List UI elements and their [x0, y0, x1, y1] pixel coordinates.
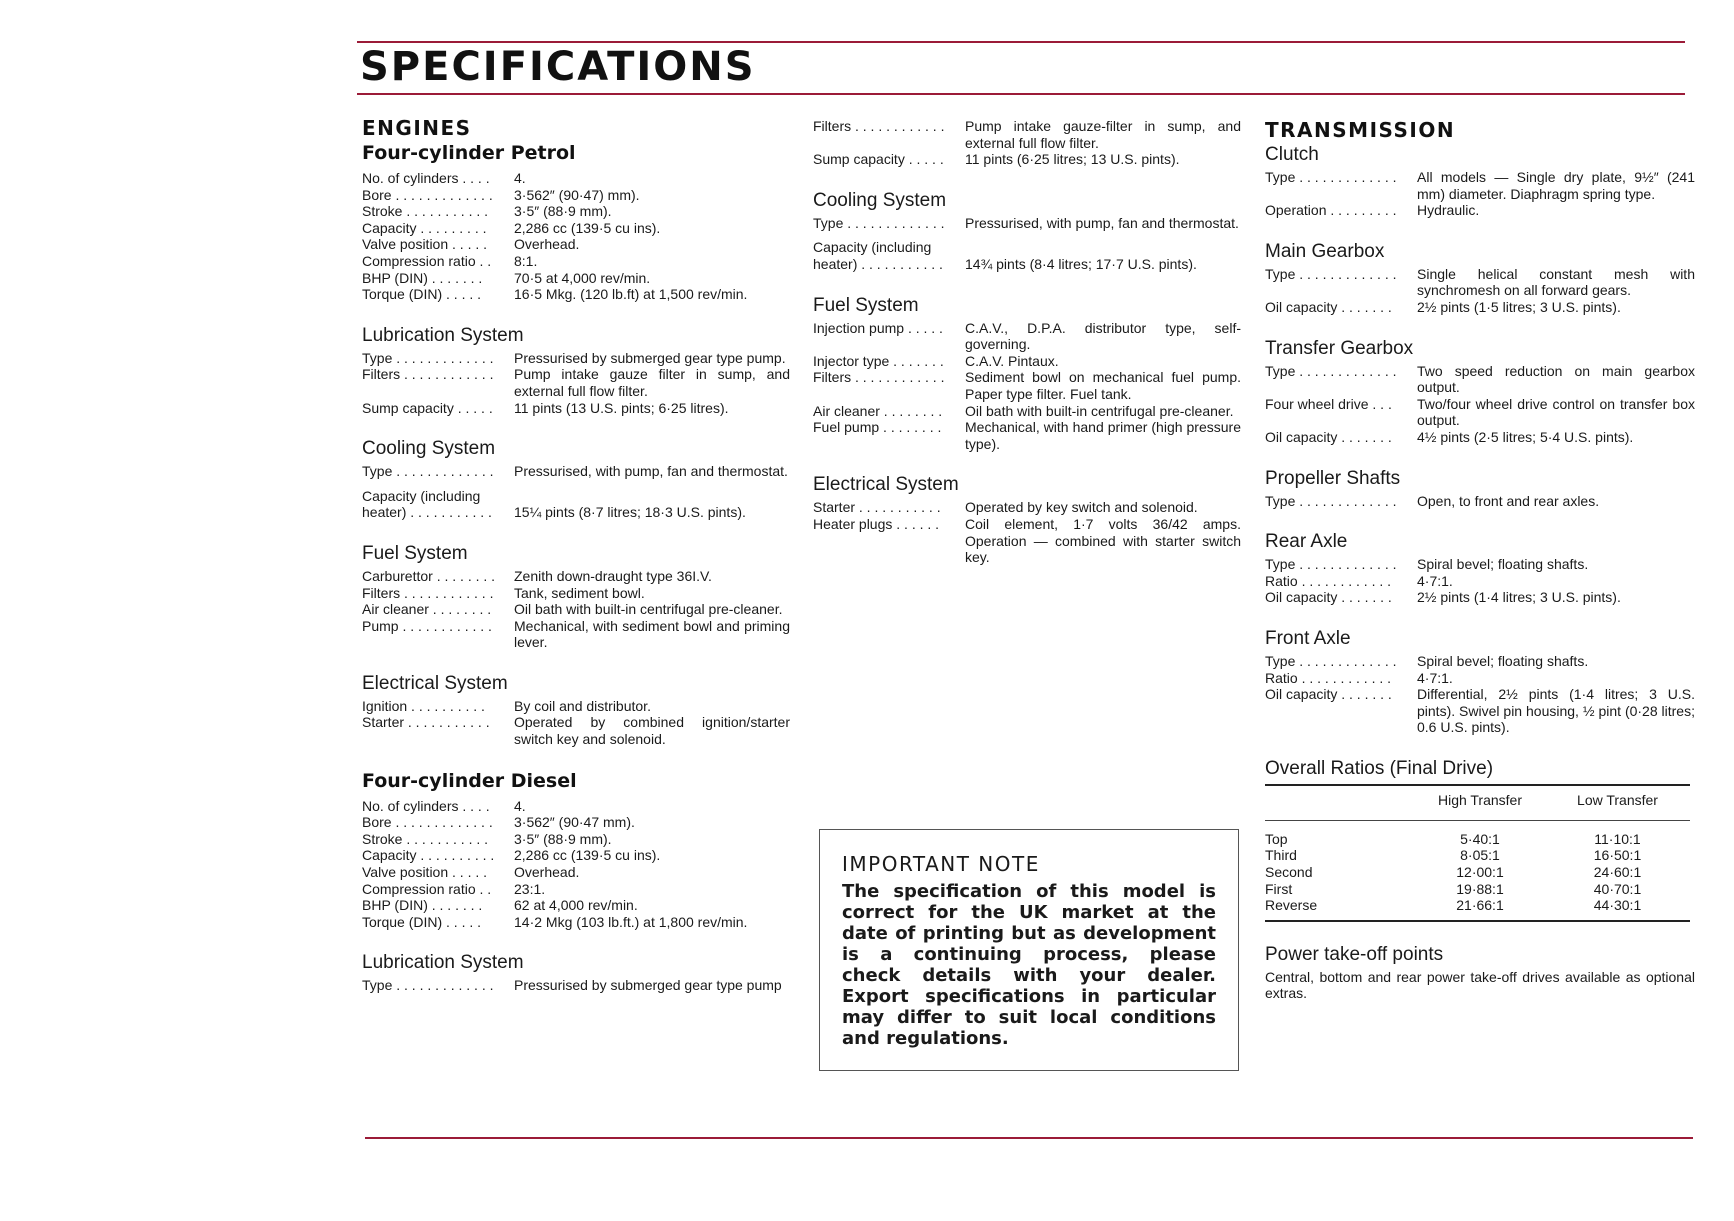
diesel-general-specs	[362, 798, 790, 931]
spec-row: Type . . . . . . . . . . . . . All models — Single dry plate, 9½″ (241 mm) diameter. Diaphragm spring type.	[1265, 169, 1695, 202]
spec-row: Type . . . . . . . . . . . . . Single helical constant mesh with synchromesh on all forward gears.	[1265, 265, 1695, 299]
section-title: Clutch	[1265, 144, 1319, 165]
diesel-lubrication-section	[362, 952, 790, 994]
gear-cell: Second	[1265, 864, 1313, 881]
spec-row: Oil capacity . . . . . . . 2½ pints (1·5 litres; 3 U.S. pints).	[1265, 298, 1621, 315]
high-transfer-cell: 8·05:1	[1460, 847, 1500, 864]
important-note-text: The specification of this model is correct for the UK market at the date of printing but as development is a continuing process, please check details with your dealer. Export specifications in particular may differ to suit local conditions and regulations.	[842, 881, 1216, 1049]
table-header-row	[1265, 785, 1690, 821]
column-header: High Transfer	[1415, 785, 1545, 821]
spec-row: Stroke . . . . . . . . . . . 3·5″ (88·9 mm).	[362, 203, 612, 220]
spec-row: Oil capacity . . . . . . . 2½ pints (1·4 litres; 3 U.S. pints).	[1265, 589, 1621, 606]
spec-row: Capacity (including	[362, 487, 481, 504]
top-rule	[357, 41, 1685, 43]
spec-row: Sump capacity . . . . . 11 pints (13 U.S. pints; 6·25 litres).	[362, 399, 729, 416]
spec-row: Oil capacity . . . . . . . 4½ pints (2·5 litres; 5·4 U.S. pints).	[1265, 428, 1634, 445]
spec-row: Operation . . . . . . . . . Hydraulic.	[1265, 202, 1480, 219]
column-header	[1265, 785, 1415, 821]
table-row	[1265, 881, 1690, 898]
high-transfer-cell: 12·00:1	[1456, 864, 1504, 881]
spec-row: Oil capacity . . . . . . . Differential, 2½ pints (1·4 litres; 3 U.S. pints). Swivel pin housing, ½ pint (0·28 litres; 0.6 U.S. pints).	[1265, 686, 1695, 736]
diesel-cooling-section	[813, 190, 1241, 273]
spec-row: Sump capacity . . . . . 11 pints (6·25 litres; 13 U.S. pints).	[813, 151, 1180, 168]
section-title: Propeller Shafts	[1265, 467, 1401, 489]
low-transfer-cell: 40·70:1	[1593, 880, 1642, 897]
low-transfer-cell: 11·10:1	[1594, 830, 1641, 847]
section-title: Electrical System	[813, 474, 959, 496]
spec-row: Type . . . . . . . . . . . . . Pressurised by submerged gear type pump	[362, 977, 782, 994]
power-take-off-text: Central, bottom and rear power take-off drives available as optional extras.	[1265, 968, 1695, 1002]
transfer-gearbox-section	[1265, 338, 1695, 446]
section-title: Cooling System	[362, 438, 496, 460]
spec-row: Stroke . . . . . . . . . . . 3·5″ (88·9 mm).	[362, 830, 612, 847]
section-title: Lubrication System	[362, 324, 524, 346]
column-header: Low Transfer	[1545, 785, 1690, 821]
spec-row: Type . . . . . . . . . . . . . Two speed reduction on main gearbox output.	[1265, 362, 1695, 396]
section-title: Power take-off points	[1265, 943, 1444, 965]
diesel-engine-title: Four-cylinder Diesel	[362, 769, 577, 792]
engines-heading: ENGINES	[362, 116, 472, 140]
spec-row: heater) . . . . . . . . . . . 15¼ pints (8·7 litres; 18·3 U.S. pints).	[362, 504, 746, 521]
section-title: Transfer Gearbox	[1265, 337, 1414, 359]
high-transfer-cell: 19·88:1	[1456, 880, 1504, 897]
spec-row: Filters . . . . . . . . . . . . Pump intake gauze filter in sump, and external full flow filter.	[362, 366, 790, 399]
spec-row: Heater plugs . . . . . . Coil element, 1·7 volts 36/42 amps. Operation — combined with starter switch key.	[813, 515, 1241, 566]
spec-row: Capacity (including	[813, 239, 932, 256]
power-take-off-section	[1265, 944, 1695, 1002]
low-transfer-cell: 44·30:1	[1545, 897, 1690, 921]
page-title: SPECIFICATIONS	[360, 44, 756, 90]
spec-row: Air cleaner . . . . . . . . Oil bath with built-in centrifugal pre-cleaner.	[362, 601, 783, 618]
gear-cell: Top	[1265, 830, 1288, 847]
section-title: Rear Axle	[1265, 531, 1348, 553]
spec-row: Carburettor . . . . . . . . Zenith down-draught type 36I.V.	[362, 567, 712, 584]
spec-row: BHP (DIN) . . . . . . . 62 at 4,000 rev/min.	[362, 897, 638, 914]
spec-row: BHP (DIN) . . . . . . . 70·5 at 4,000 rev/min.	[362, 269, 651, 286]
diesel-fuel-section	[813, 295, 1241, 453]
transmission-heading: TRANSMISSION	[1265, 118, 1456, 142]
ratios-table	[1265, 784, 1690, 922]
spec-row: Bore . . . . . . . . . . . . . 3·562″ (90·47) mm).	[362, 186, 640, 203]
section-title: Overall Ratios (Final Drive)	[1265, 757, 1494, 779]
spec-row: No. of cylinders . . . . 4.	[362, 797, 526, 814]
spec-row: Type . . . . . . . . . . . . . Spiral bevel; floating shafts.	[1265, 556, 1589, 573]
section-title: Fuel System	[813, 294, 919, 316]
front-axle-section	[1265, 628, 1695, 736]
high-transfer-cell: 21·66:1	[1415, 897, 1545, 921]
spec-row: Starter . . . . . . . . . . . Operated by combined ignition/starter switch key and solenoid.	[362, 714, 790, 748]
spec-row: Type . . . . . . . . . . . . . Pressurised, with pump, fan and thermostat.	[362, 463, 788, 480]
spec-row: Ratio . . . . . . . . . . . . 4·7:1.	[1265, 572, 1453, 589]
spec-row: Valve position . . . . . Overhead.	[362, 864, 580, 881]
low-transfer-cell: 16·50:1	[1593, 847, 1642, 864]
spec-row: Bore . . . . . . . . . . . . . 3·562″ (90·47 mm).	[362, 814, 635, 831]
spec-row: Starter . . . . . . . . . . . Operated by key switch and solenoid.	[813, 499, 1198, 516]
column-diesel-continued	[813, 118, 1241, 588]
spec-row: Filters . . . . . . . . . . . . Sediment bowl on mechanical fuel pump. Paper type filter. Fuel tank.	[813, 369, 1241, 402]
spec-row: Capacity . . . . . . . . . . 2,286 cc (139·5 cu ins).	[362, 847, 661, 864]
title-underline	[357, 93, 1685, 95]
gear-cell: Third	[1265, 847, 1297, 864]
section-title: Lubrication System	[362, 952, 524, 974]
section-title: Main Gearbox	[1265, 240, 1385, 262]
spec-row: Air cleaner . . . . . . . . Oil bath with built-in centrifugal pre-cleaner.	[813, 402, 1234, 419]
spec-row: Injection pump . . . . . C.A.V., D.P.A. distributor type, self-governing.	[813, 319, 1241, 353]
gear-cell: Reverse	[1265, 897, 1415, 921]
spec-row: Four wheel drive . . . Two/four wheel drive control on transfer box output.	[1265, 395, 1695, 429]
section-title: Cooling System	[813, 189, 947, 211]
spec-row: Ignition . . . . . . . . . . By coil and distributor.	[362, 697, 651, 714]
spec-row: Ratio . . . . . . . . . . . . 4·7:1.	[1265, 669, 1453, 686]
petrol-general-specs	[362, 170, 790, 303]
spec-row: Type . . . . . . . . . . . . . Spiral bevel; floating shafts.	[1265, 652, 1589, 669]
high-transfer-cell: 5·40:1	[1460, 830, 1500, 847]
spec-row: Type . . . . . . . . . . . . . Open, to front and rear axles.	[1265, 492, 1600, 509]
spec-row: Valve position . . . . . Overhead.	[362, 236, 580, 253]
overall-ratios-section	[1265, 758, 1695, 922]
petrol-electrical-section	[362, 673, 790, 748]
propeller-shafts-section	[1265, 468, 1695, 510]
clutch-section	[1265, 144, 1695, 219]
column-engines	[362, 114, 790, 1016]
petrol-cooling-section	[362, 438, 790, 521]
petrol-fuel-section	[362, 543, 790, 651]
important-note-box	[819, 829, 1239, 1071]
spec-row: Fuel pump . . . . . . . . Mechanical, with hand primer (high pressure type).	[813, 419, 1241, 452]
spec-row: Injector type . . . . . . . C.A.V. Pintaux.	[813, 352, 1059, 369]
spec-row: Pump . . . . . . . . . . . . Mechanical, with sediment bowl and priming lever.	[362, 617, 790, 651]
spec-row: heater) . . . . . . . . . . . 14¾ pints (8·4 litres; 17·7 U.S. pints).	[813, 255, 1197, 272]
table-row	[1265, 847, 1690, 864]
table-row	[1265, 864, 1690, 881]
column-transmission	[1265, 116, 1695, 1024]
spec-row: Capacity . . . . . . . . . 2,286 cc (139·5 cu ins).	[362, 219, 661, 236]
section-title: Fuel System	[362, 542, 468, 564]
rear-axle-section	[1265, 531, 1695, 606]
spec-row: Compression ratio . . 23:1.	[362, 880, 546, 897]
spec-row: No. of cylinders . . . . 4.	[362, 170, 526, 186]
spec-row: Compression ratio . . 8:1.	[362, 252, 538, 269]
gear-cell: First	[1265, 880, 1293, 897]
spec-row: Filters . . . . . . . . . . . . Tank, sediment bowl.	[362, 584, 645, 601]
spec-row: Type . . . . . . . . . . . . . Pressurised by submerged gear type pump.	[362, 349, 786, 366]
spec-row: Torque (DIN) . . . . . 14·2 Mkg (103 lb.ft.) at 1,800 rev/min.	[362, 913, 748, 930]
diesel-lubrication-continued	[813, 118, 1241, 168]
bottom-rule	[365, 1137, 1693, 1139]
spec-row: Torque (DIN) . . . . . 16·5 Mkg. (120 lb.ft) at 1,500 rev/min.	[362, 286, 748, 303]
spec-row: Filters . . . . . . . . . . . . Pump intake gauze-filter in sump, and external full flow filter.	[813, 118, 1241, 151]
diesel-electrical-section	[813, 474, 1241, 565]
table-row	[1265, 897, 1690, 921]
spec-row: Type . . . . . . . . . . . . . Pressurised, with pump, fan and thermostat.	[813, 214, 1239, 231]
low-transfer-cell: 24·60:1	[1593, 864, 1642, 881]
important-note-title: IMPORTANT NOTE	[842, 852, 1040, 876]
main-gearbox-section	[1265, 241, 1695, 316]
section-title: Front Axle	[1265, 627, 1351, 649]
table-row	[1265, 820, 1690, 847]
section-title: Electrical System	[362, 672, 508, 694]
petrol-lubrication-section	[362, 325, 790, 416]
petrol-engine-title: Four-cylinder Petrol	[362, 142, 576, 164]
